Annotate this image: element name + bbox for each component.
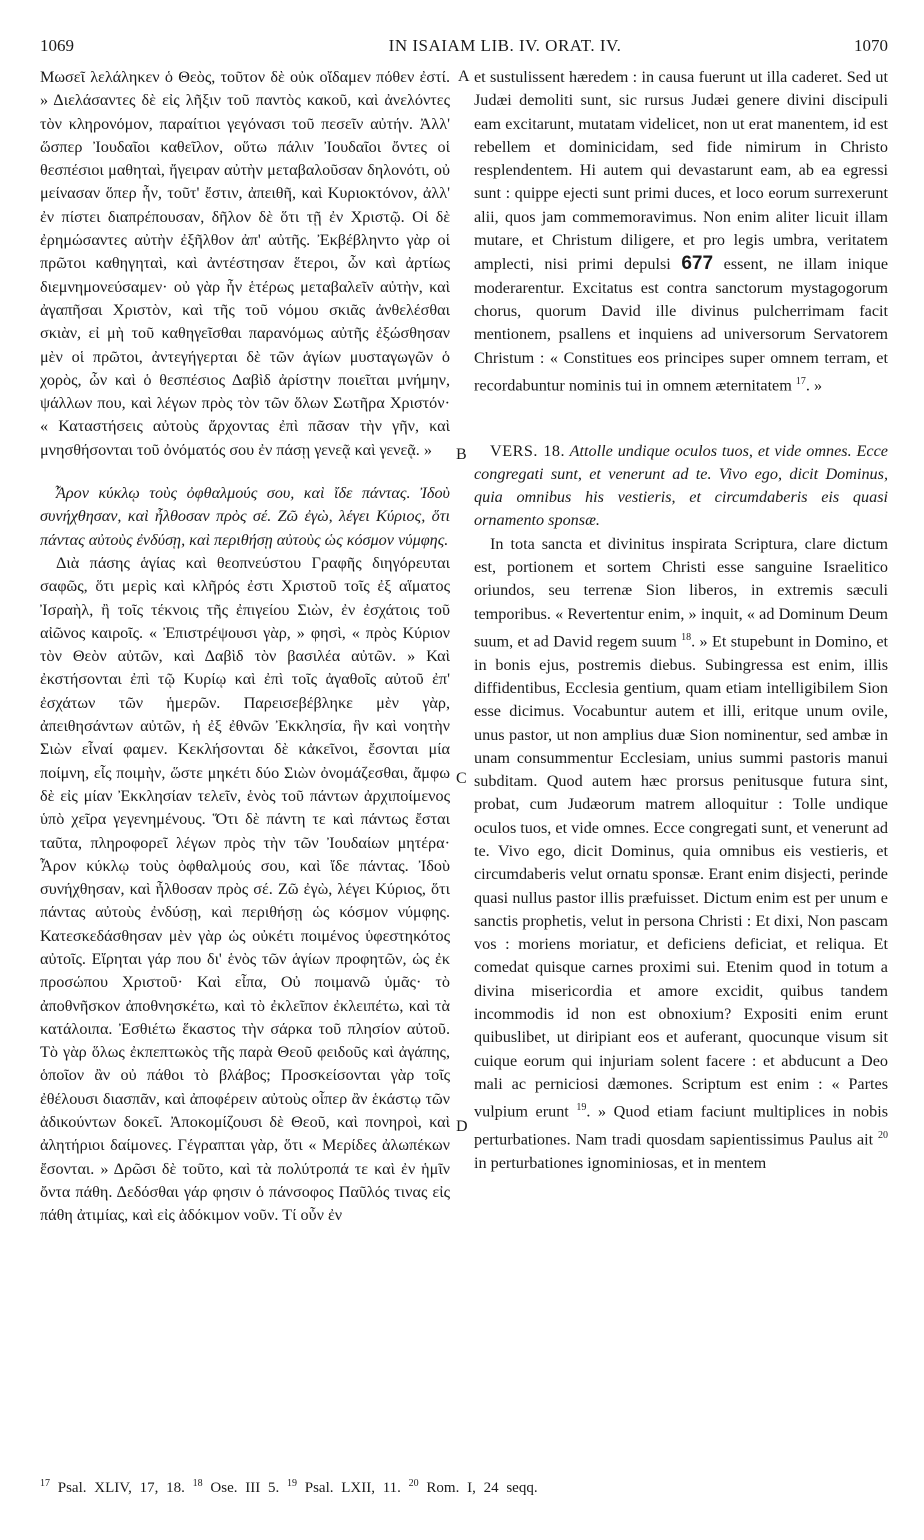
greek-paragraph-2: Διὰ πάσης ἁγίας καὶ θεοπνεύστου Γραφῆς διηγόρευται σαφῶς, ὅτι μερὶς καὶ κλῆρός ἐστι Χριστοῦ τοῖς ἐξ αἵματος Ἰσραὴλ, ἢ τοῖς τέκνοις τῆς ἐπιγείου Σιὼν, ἐν ἐσχάτοις τοῦ αἰῶνος καιροῖς. « Ἐπιστρέψουσι γὰρ, » φησὶ, « πρὸς Κύριον τὸν Θεὸν αὐτῶν, καὶ Δαβὶδ τὸν βασιλέα αὐτῶν. » Καὶ ἐκστήσονται ἐπὶ τῷ Κυρίῳ καὶ ἐπὶ τοῖς ἀγαθοῖς αὐτοῦ ἐπ' ἐσχάτων τῶν ἡμερῶν. Παρεισεβέβληκε μὲν γὰρ, ἀπειθησάντων αὐτῶν, ἡ ἐξ ἐθνῶν Ἐκκλησία, ἣν καὶ νοητὴν Σιὼν εἶναί φαμεν. Κεκλήσονται δὲ κἀκεῖνοι, ἔσονται μία ποίμνη, εἷς ποιμὴν, ὥστε μηκέτι δύο Σιὼν ὀνομάζεσθαι, ἄμφω δὲ εἰς μίαν Ἐκκλησίαν τελεῖν, ἑνὸς τοῦ πάντων ἀρχιποίμενος ὑπὸ χεῖρα γεγενημένους. Ὅτι δὲ πάντη τε καὶ πάντως ἔσται ταῦτα, πληροφορεῖ λέγων πρὸς τὴν τῶν Ἰουδαίων μητέρα· Ἆρον κύκλῳ τοὺς ὀφθαλμούς σου, καὶ ἴδε πάντας. Ἰδοὺ συνήχθησαν, καὶ ἦλθοσαν πρὸς σέ. Ζῶ ἐγὼ, λέγει Κύριος, ὅτι πάντας αὐτοὺς ἐνδύσῃ, καὶ περιθήσῃ ὡς κόσμον νύμφης. Κατεσκεδάσθησαν μὲν γὰρ ὡς οὐκέτι ποιμένος ὑφεστηκότος αὐτοῖς. Εἴρηται γάρ που δι' ἑνὸς τῶν ἁγίων προφητῶν, ὡς ἐκ προσώπου Χριστοῦ· Καὶ εἶπα, Οὐ ποιμανῶ ὑμᾶς· τὸ ἀποθνῆσκον ἀποθνησκέτω, καὶ τὸ ἐκλεῖπον ἐκλειπέτω, καὶ τὰ κατάλοιπα. Ἐσθιέτω ἕκαστος τὴν σάρκα τοῦ πλησίον αὐτοῦ. Τὸ γὰρ ὅλως ἐκπεπτωκὸς τῆς παρὰ Θεοῦ φειδοῦς καὶ ἀγάπης, ὁποῖον ἂν οὐ πάθοι τὸ βλάβος; Προσκείσονται γὰρ τοῖς ἐθέλουσι διασπᾶν, καὶ ἀποφέρειν αὐτοὺς οἷπερ ἂν ἑκάστῳ τῶν ἀδικούντων δοκεῖ. Ἀποκομίζουσι δὲ Θεοῦ, καὶ πονηροὶ, καὶ ἀλητήριοι δαίμονες. Γέγραπται γὰρ, ὅτι « Μερίδες ἀλωπέκων ἔσονται. » Δρῶσι δὲ τοῦτο, καὶ τὰ πολύτροπά τε καὶ ἐν ἡμῖν ὄντα πάθη. Δεδόσθαι γάρ φησιν ὁ πάνσοφος Παῦλός τινας εἰς πάθη ἀτιμίας, καὶ εἰς ἀδόκιμον νοῦν. Τί οὖν ἐν — [40, 553, 450, 1225]
latin-p2-part-a: In tota sancta et divinitus inspirata Scriptura, clare dictum est, portionem et sortem Christi esse sanguine Israelitico oriundos, seu terrenæ Sion liberos, in extremis sæculi temporibus. « Revertentur enim, » inquit, « ad Dominum Deum suum, et ad David regem suum — [474, 534, 888, 651]
running-header — [40, 36, 888, 60]
greek-paragraph-1: Μωσεῖ λελάληκεν ὁ Θεὸς, τοῦτον δὲ οὐκ οἴδαμεν πόθεν ἐστί. » Διελάσαντες δὲ εἰς λῆξιν τοῦ παντὸς κακοῦ, καὶ ἀνελόντες τὸν κληρονόμον, παραίτιοι γεγόνασι τοῦ πεσεῖν αὐτήν. Ἀλλ' ὥσπερ Ἰουδαῖοι καθεῖλον, οὕτω πάλιν Ἰουδαῖοι ὄντες οἱ θεσπέσιοι μαθηταὶ, ἤγειραν αὐτὴν μεταβαλοῦσαν δηλονότι, οὐ μείνασαν ὅπερ ἦν, τοῦτ' ἔστιν, ἀπειθῆ, καὶ Κυριοκτόνον, ἀλλ' ἐν πίστει διαπρέπουσαν, δῆλον δὲ ὅτι τῇ ἐν Χριστῷ. Οἱ δὲ ἐρημώσαντες αὐτὴν ἐξῆλθον ἀπ' αὐτῆς. Ἐκβέβληντο γὰρ οἱ πρῶτοι καθηγηταὶ, καὶ ἀντέστησαν ἕτεροι, ὧν καὶ ἀρτίως διεμνημονεύσαμεν· οὐ γὰρ ἦν ἑτέρως μεταβαλεῖν αὐτὴν, καὶ ἀγαπῆσαι Χριστὸν, καὶ τῆς τοῦ νόμου σκιᾶς ἀνθελέσθαι σκιὰν, εἰ μὴ τοῦ καθηγεῖσθαι παρανόμως αὐτῆς ἐξώσθησαν μὲν οἱ πρῶτοι, ἀντεγήγερται δὲ τῶν ἁγίων μυσταγωγῶν ὁ χορὸς, ὧν καὶ ὁ θεσπέσιος Δαβὶδ ἀρίστην ποιεῖται μνήμην, ψάλλων που, καὶ λέγων πρὸς τὸν τῶν ὅλων Σωτῆρα Χριστόν· « Καταστήσεις αὐτοὺς ἄρχοντας ἐπὶ πᾶσαν τὴν γῆν, καὶ μνησθήσονται τοῦ ὀνόματός σου ἐν πάσῃ γενεᾷ καὶ γενεᾷ. » — [40, 68, 450, 459]
margin-marker-b: B — [456, 446, 467, 463]
footnote-text: Ose. III 5. — [210, 1480, 280, 1496]
footnote-text: Rom. I, 24 seqq. — [426, 1480, 538, 1496]
inline-reference-number: 677 — [681, 253, 714, 275]
footnote-num: 18 — [192, 1478, 203, 1489]
latin-verse-text: Attolle undique oculos tuos, et vide omnes. Ecce congregati sunt, et venerunt ad te. Vivo ego, dicit Dominus, quia omnibus his vestieris, et circumdaberis eis quasi ornamento sponsæ. — [474, 441, 888, 530]
footnote-num: 20 — [408, 1478, 419, 1489]
footnotes — [40, 1478, 888, 1497]
footnote-text: Psal. LXII, 11. — [304, 1480, 401, 1496]
latin-paragraph-1 — [474, 66, 888, 398]
greek-column — [40, 66, 450, 1228]
latin-p1-end: . » — [805, 376, 823, 395]
latin-paragraph-2 — [474, 533, 888, 1175]
footnote-num: 17 — [40, 1478, 50, 1489]
verse-label: VERS. 18. — [490, 441, 566, 460]
latin-p2-part-b: . » Et stupebunt in Domino, et in bonis ejus, postremis diebus. Subingressa est enim, illis diffidentibus, Ecclesia gentium, quam etiam intelligibilem Sion esse dicimus. Vocabuntur autem et illi, eritque unum ovile, unus pastor, ut non amplius duæ Sion nominentur, sed ambæ in unam consummentur Ecclesiam, unius summi pastoris manui subditam. Quod autem hæc prorsus penitusque futura sint, probat, cum Judæorum matrem alloquitur : Tolle undique oculos tuos, et vide omnes. Ecce congregati sunt, et venerunt ad te. Vivo ego, dicit Dominus, quia omnibus eis vestieris, et circumdaberis velut ornatu sponsæ. Erant enim disjecti, perinde quasi nullus pastor illis præfuisset. Dictum enim est per unum e sanctis prophetis, velut in persona Christi : Et dixi, Non pascam vos : moriens moriatur, et deficiens deficiat, et reliqua. Et comedat quisque carnes proximi sui. Etenim quod in totum a divina misericordia et amore excidit, quibus tandem incommodis id non est obnoxium? Expositi enim erunt quibuslibet, ut diripiant eos et auferant, quocunque visum sit cuique eorum qui injuriam solent facere : et abducunt a Deo mali ac perniciosi dæmones. Scriptum est enim : « Partes vulpium erunt — [474, 632, 889, 1121]
footnote-num: 19 — [286, 1478, 297, 1489]
latin-p1-part-b: essent, ne illam inique moderarentur. Excitatus est contra sanctorum mystagogorum chorus, quorum David ille divinus pulcherrimam facit mentionem, psallens et inquiens ad universorum Servatorem Christum : « Constitues eos principes super omnem terram, et recordabuntur nominis tui in omnem æternitatem — [474, 255, 889, 395]
footnote-text: Psal. XLIV, 17, 18. — [57, 1480, 185, 1496]
latin-verse-18 — [474, 440, 888, 533]
latin-p2-part-c: . » Quod etiam faciunt multiplices in nobis perturbationes. Nam tradi quosdam sapientissimus Paulus ait — [474, 1102, 888, 1149]
footnote-ref-17: 17 — [795, 375, 806, 387]
margin-marker-c: C — [456, 770, 467, 787]
latin-column — [474, 66, 888, 1175]
footnote-ref-19: 19 — [576, 1102, 587, 1114]
footnote-ref-20: 20 — [878, 1129, 888, 1141]
margin-marker-d: D — [456, 1118, 468, 1135]
running-title: IN ISAIAM LIB. IV. ORAT. IV. — [388, 36, 622, 55]
greek-verse-18: Ἆρον κύκλῳ τοὺς ὀφθαλμούς σου, καὶ ἴδε πάντας. Ἰδοὺ συνήχθησαν, καὶ ἦλθοσαν πρὸς σέ. Ζῶ ἐγὼ, λέγει Κύριος, ὅτι πάντας αὐτοὺς ἐνδύσῃ, καὶ περιθήσῃ αὐτοὺς ὡς κόσμον νύμφης. — [40, 484, 450, 549]
page-number-left: 1069 — [40, 36, 74, 55]
latin-p1-part-a: et sustulissent hæredem : in causa fuerunt ut illa caderet. Sed ut Judæi demoliti sunt, sic rursus Judæi genere divini discipuli eam excitarunt, mutatam videlicet, non ut erat manentem, id est rebellem et dominicidam, sed fide nimirum in Christo resplendentem. Hi autem qui devastarunt eam, ab ea egressi sunt : quippe ejecti sunt primi duces, et loco eorum surrexerunt alii, quos jam commemoravimus. Non enim aliter licuit illam mutare, et Christum diligere, et pro legis umbra, veritatem amplecti, nisi primi depulsi — [474, 68, 888, 274]
latin-p2-part-d: in perturbationes ignominiosas, et in mentem — [474, 1153, 767, 1172]
page-number-right: 1070 — [854, 36, 888, 55]
footnote-ref-18: 18 — [681, 631, 692, 643]
margin-marker-a: A — [458, 68, 470, 85]
